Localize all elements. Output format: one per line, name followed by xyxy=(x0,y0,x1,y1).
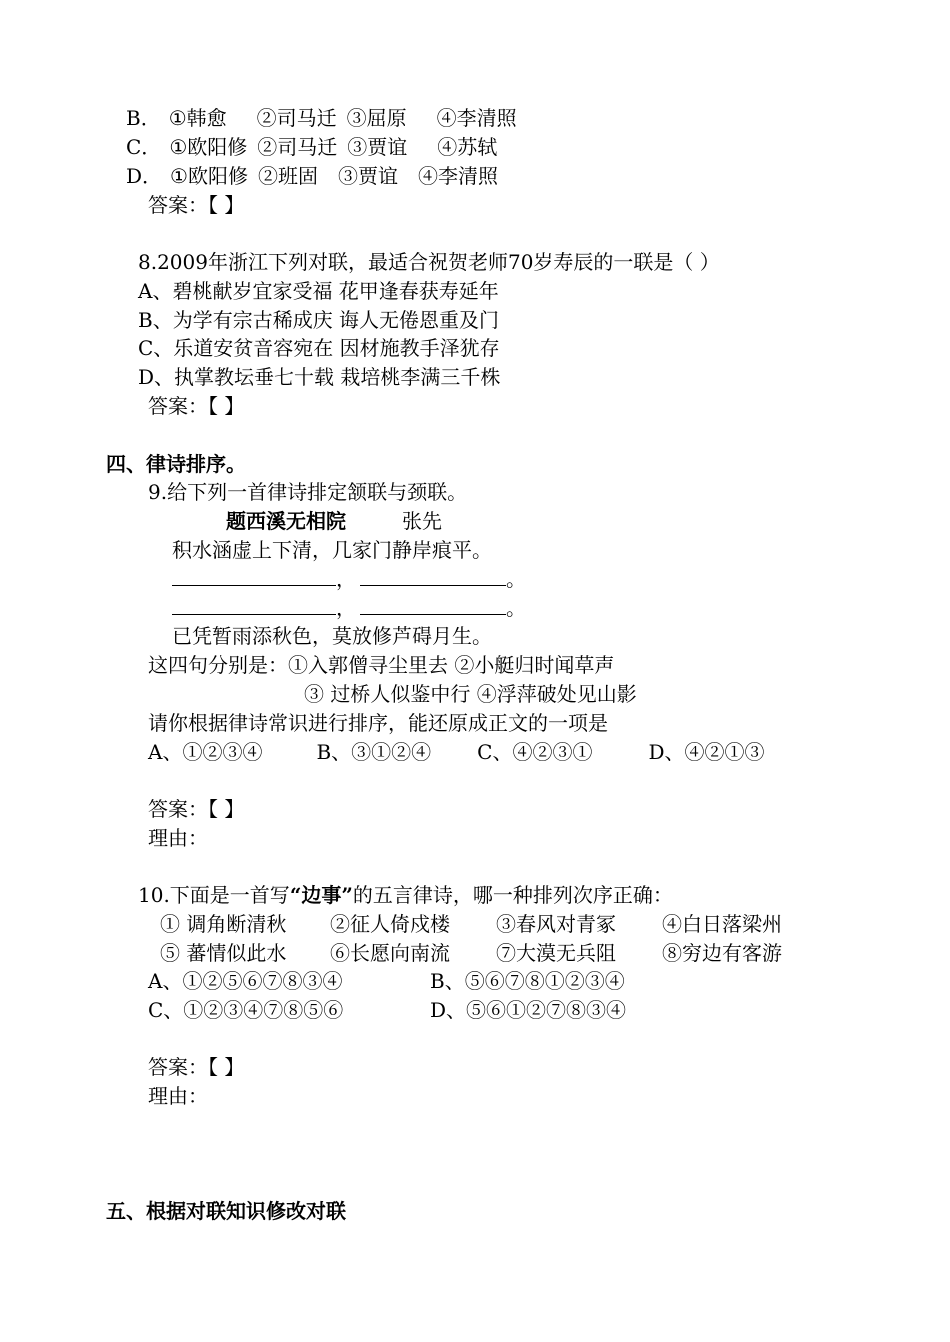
option-item: ②班固 xyxy=(257,164,318,188)
option-item: ④苏轼 xyxy=(437,135,498,159)
q9-options xyxy=(148,738,765,766)
answer-blank[interactable] xyxy=(172,594,336,615)
q7-option-c xyxy=(126,133,497,161)
option-c: C、①②③④⑦⑧⑤⑥ xyxy=(148,998,344,1022)
q10-answer: 答案：【 】 xyxy=(148,1055,245,1079)
q9-choices-2: ③ 过桥人似鉴中行 ④浮萍破处见山影 xyxy=(304,682,637,706)
option-item: ③屈原 xyxy=(346,106,407,130)
option-a: A、①②③④ xyxy=(148,740,263,764)
option-item: ②司马迁 xyxy=(256,106,337,130)
q7-answer: 答案：【 】 xyxy=(148,193,245,217)
punctuation: ， xyxy=(336,596,356,620)
q8-option-c: C、乐道安贫音容宛在 因材施教手泽犹存 xyxy=(138,336,500,360)
answer-blank[interactable] xyxy=(172,565,336,586)
poem-blank-row-2 xyxy=(172,594,526,622)
option-d: D、④②①③ xyxy=(648,740,765,764)
q8-stem: 8.2009年浙江下列对联，最适合祝贺老师70岁寿辰的一联是（ ） xyxy=(138,250,720,274)
option-item: ②司马迁 xyxy=(257,135,338,159)
option-d: D、⑤⑥①②⑦⑧③④ xyxy=(430,998,627,1022)
q8-answer: 答案：【 】 xyxy=(148,394,245,418)
poem-title-line xyxy=(226,507,442,535)
option-item: ④李清照 xyxy=(417,164,498,188)
option-item: ①欧阳修 xyxy=(170,164,248,188)
answer-blank[interactable] xyxy=(360,594,506,615)
q9-instruction: 请你根据律诗常识进行排序，能还原成正文的一项是 xyxy=(148,711,608,735)
punctuation: 。 xyxy=(506,596,526,620)
poem-fragment: ⑥长愿向南流 xyxy=(330,941,450,965)
poem-blank-row-1 xyxy=(172,565,526,593)
q10-stem-bold: “边事” xyxy=(289,883,353,907)
option-item: ③贾谊 xyxy=(337,164,398,188)
option-item: ①韩愈 xyxy=(168,106,227,130)
poem-author: 张先 xyxy=(402,509,442,533)
option-c: C、④②③① xyxy=(477,740,593,764)
poem-fragment: ⑤ 蕃情似此水 xyxy=(160,941,287,965)
q7-option-b xyxy=(126,104,517,132)
q9-answer: 答案：【 】 xyxy=(148,797,245,821)
punctuation: ， xyxy=(336,567,356,591)
poem-fragment: ②征人倚戍楼 xyxy=(330,912,450,936)
option-item: ③贾谊 xyxy=(347,135,408,159)
poem-fragment: ④白日落梁州 xyxy=(662,912,782,936)
q10-reason: 理由： xyxy=(148,1084,208,1108)
option-item: ①欧阳修 xyxy=(169,135,248,159)
option-label: D． xyxy=(126,164,163,188)
poem-fragment: ⑧穷边有客游 xyxy=(662,941,782,965)
q10-stem-prefix: 10.下面是一首写 xyxy=(138,883,290,907)
poem-line-4: 已凭暂雨添秋色，莫放修芦碍月生。 xyxy=(172,624,492,648)
q10-stem-suffix: 的五言律诗，哪一种排列次序正确： xyxy=(352,883,673,907)
option-label: C． xyxy=(126,135,162,159)
q9-stem: 9.给下列一首律诗排定颔联与颈联。 xyxy=(148,480,468,504)
poem-fragment: ① 调角断清秋 xyxy=(160,912,287,936)
poem-fragment: ③春风对青冢 xyxy=(496,912,616,936)
q8-option-d: D、执掌教坛垂七十载 栽培桃李满三千株 xyxy=(138,365,501,389)
option-a: A、①②⑤⑥⑦⑧③④ xyxy=(148,969,343,993)
option-item: ④李清照 xyxy=(436,106,517,130)
q8-option-a: A、碧桃献岁宜家受福 花甲逢春获寿延年 xyxy=(138,279,499,303)
q9-reason: 理由： xyxy=(148,826,208,850)
q10-stem xyxy=(138,881,673,909)
punctuation: 。 xyxy=(506,567,526,591)
q7-option-d xyxy=(126,162,498,190)
poem-title: 题西溪无相院 xyxy=(226,509,346,533)
option-b: B、③①②④ xyxy=(316,740,432,764)
poem-fragment: ⑦大漠无兵阻 xyxy=(496,941,616,965)
section5-heading: 五、根据对联知识修改对联 xyxy=(106,1199,346,1223)
option-label: B． xyxy=(126,106,161,130)
q8-option-b: B、为学有宗古稀成庆 诲人无倦恩重及门 xyxy=(138,308,500,332)
q9-choices-1: 这四句分别是：①入郭僧寻尘里去 ②小艇归时闻草声 xyxy=(148,653,615,677)
option-b: B、⑤⑥⑦⑧①②③④ xyxy=(430,969,625,993)
poem-line-1: 积水涵虚上下清，几家门静岸痕平。 xyxy=(172,538,492,562)
section4-heading: 四、律诗排序。 xyxy=(106,452,246,476)
answer-blank[interactable] xyxy=(360,565,506,586)
